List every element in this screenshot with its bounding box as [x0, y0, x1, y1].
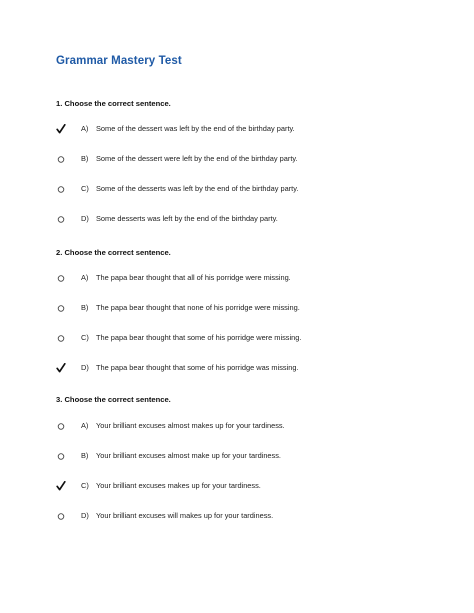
- radio-circle-icon: [56, 184, 66, 194]
- option-letter: C): [81, 184, 89, 193]
- option-2b[interactable]: [56, 303, 456, 333]
- radio-circle-icon: [56, 333, 66, 343]
- question-3: [56, 394, 456, 541]
- option-text: The papa bear thought that some of his porridge was missing.: [96, 363, 299, 372]
- option-1a[interactable]: [56, 124, 456, 154]
- option-text: The papa bear thought that some of his porridge were missing.: [96, 333, 302, 342]
- option-text: Your brilliant excuses almost makes up for your tardiness.: [96, 421, 285, 430]
- checkmark-icon: [56, 124, 66, 134]
- option-letter: C): [81, 481, 89, 490]
- option-letter: D): [81, 214, 89, 223]
- radio-circle-icon: [56, 214, 66, 224]
- option-letter: B): [81, 451, 89, 460]
- radio-circle-icon: [56, 273, 66, 283]
- option-letter: A): [81, 124, 89, 133]
- option-2a[interactable]: [56, 273, 456, 303]
- option-3c[interactable]: [56, 481, 456, 511]
- option-letter: C): [81, 333, 89, 342]
- radio-circle-icon: [56, 303, 66, 313]
- option-1c[interactable]: [56, 184, 456, 214]
- option-text: Some of the desserts was left by the end of the birthday party.: [96, 184, 299, 193]
- option-3d[interactable]: [56, 511, 456, 541]
- question-prompt: 3. Choose the correct sentence.: [56, 395, 171, 404]
- radio-circle-icon: [56, 154, 66, 164]
- option-letter: A): [81, 421, 89, 430]
- option-3a[interactable]: [56, 421, 456, 451]
- option-text: Some of the dessert was left by the end of the birthday party.: [96, 124, 295, 133]
- question-2: [56, 247, 456, 393]
- page-title: Grammar Mastery Test: [56, 55, 182, 67]
- option-text: Your brilliant excuses makes up for your tardiness.: [96, 481, 261, 490]
- question-prompt: 2. Choose the correct sentence.: [56, 248, 171, 257]
- option-text: The papa bear thought that all of his porridge were missing.: [96, 273, 291, 282]
- checkmark-icon: [56, 481, 66, 491]
- option-1b[interactable]: [56, 154, 456, 184]
- option-text: Your brilliant excuses almost make up for your tardiness.: [96, 451, 281, 460]
- option-letter: D): [81, 511, 89, 520]
- question-prompt: 1. Choose the correct sentence.: [56, 99, 171, 108]
- option-letter: B): [81, 154, 89, 163]
- question-1: [56, 98, 456, 244]
- option-letter: A): [81, 273, 89, 282]
- radio-circle-icon: [56, 451, 66, 461]
- option-2c[interactable]: [56, 333, 456, 363]
- radio-circle-icon: [56, 511, 66, 521]
- option-text: Some of the dessert were left by the end of the birthday party.: [96, 154, 298, 163]
- option-letter: B): [81, 303, 89, 312]
- option-text: Your brilliant excuses will makes up for your tardiness.: [96, 511, 274, 520]
- checkmark-icon: [56, 363, 66, 373]
- option-letter: D): [81, 363, 89, 372]
- option-2d[interactable]: [56, 363, 456, 393]
- option-3b[interactable]: [56, 451, 456, 481]
- option-1d[interactable]: [56, 214, 456, 244]
- option-text: Some desserts was left by the end of the birthday party.: [96, 214, 278, 223]
- radio-circle-icon: [56, 421, 66, 431]
- option-text: The papa bear thought that none of his porridge were missing.: [96, 303, 300, 312]
